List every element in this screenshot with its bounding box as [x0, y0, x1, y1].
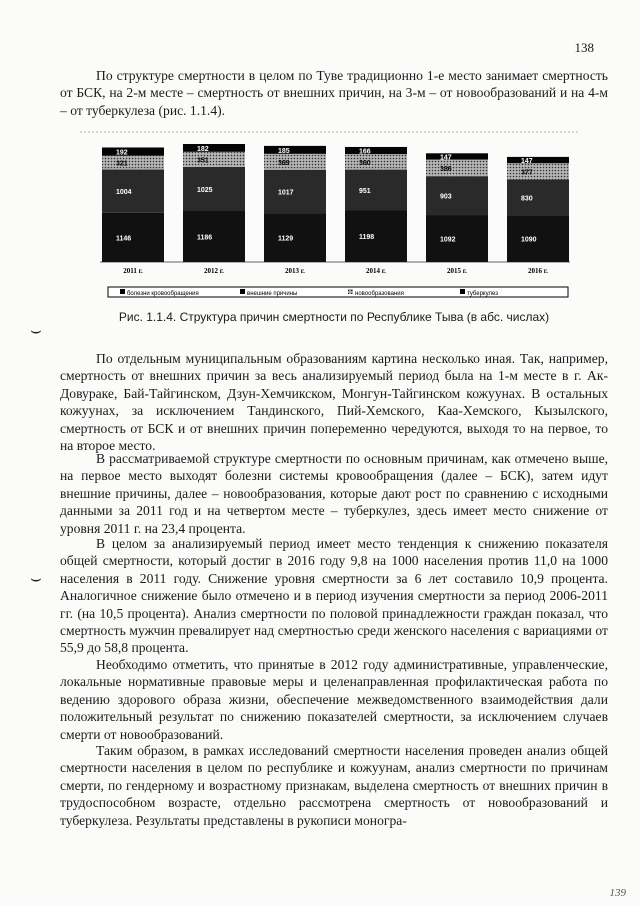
- body-paragraph: По отдельным муниципальным образованиям картина несколько иная. Так, например, смертность от внешних причин за весь анализируемый период была на 1-м месте в г. Ак-Довураке, Бай-Тайгинском, Дзун-Хемчикском, Монгун-Тайгинском кожуунах. В остальных кожуунах, за исключением Тандинского, Пий-Хемского, Каа-Хемского, Кызылского, смертность от БСК и от внешних причин попеременно чередуются, выходя то на первое, то на второе место.: [60, 351, 608, 454]
- chart-svg: [80, 130, 580, 330]
- bar-1: [183, 167, 245, 211]
- x-tick-label: 2012 г.: [204, 267, 224, 275]
- footer-page-mark: 139: [609, 887, 626, 899]
- legend-label: внешние причины: [247, 291, 298, 297]
- data-label: 369: [278, 159, 290, 167]
- bar-3: [426, 153, 488, 162]
- data-label: 1198: [359, 234, 375, 242]
- bar-1: [426, 176, 488, 215]
- legend-swatch: [348, 289, 353, 294]
- data-label: 351: [197, 157, 209, 165]
- data-label: 185: [278, 147, 290, 155]
- data-label: 1186: [197, 234, 213, 242]
- bar-1: [102, 170, 164, 213]
- margin-mark-icon: ⌣: [30, 320, 42, 340]
- intro-paragraph: По структуре смертности в целом по Туве традиционно 1-е место занимает смертность от БСК, на 2-м месте – смертность от внешних причин, на 3-м – от новообразований и на 4-м – от туберкулеза (рис. 1.1.4).: [60, 68, 608, 118]
- data-label: 192: [116, 149, 128, 157]
- data-label: 321: [116, 160, 128, 168]
- data-label: 377: [521, 169, 533, 177]
- data-label: 182: [197, 145, 209, 153]
- data-label: 1004: [116, 189, 132, 197]
- x-tick-label: 2013 г.: [285, 267, 305, 275]
- x-tick-label: 2016 г.: [528, 267, 548, 275]
- bar-3: [264, 146, 326, 154]
- bar-0: [183, 211, 245, 262]
- data-label: 1025: [197, 186, 213, 194]
- bar-1: [507, 179, 569, 215]
- data-label: 951: [359, 188, 371, 196]
- page-number: 138: [574, 40, 594, 55]
- legend-label: болезни кровообращения: [127, 291, 199, 297]
- body-paragraph: Таким образом, в рамках исследований смертности населения проведен анализ общей смертности населения в целом по республике и кожуунам, анализ смертности по причинам смерти, по гендерному и возрастному признакам, выделена смертность от внешних причин в трудоспособном возрасте, отдельно рассмотрена смертность от новообразований и туберкулеза. Результаты представлены в рукописи моногра-: [60, 743, 608, 828]
- bar-0: [345, 210, 407, 262]
- x-tick-label: 2015 г.: [447, 267, 467, 275]
- legend-swatch: [120, 289, 125, 294]
- margin-mark-icon: ⌣: [30, 568, 42, 588]
- bar-3: [102, 147, 164, 155]
- data-label: 1129: [278, 235, 294, 243]
- data-label: 386: [440, 165, 452, 173]
- mortality-structure-chart: [80, 130, 580, 330]
- x-tick-label: 2011 г.: [123, 267, 143, 275]
- bar-2: [183, 152, 245, 167]
- bar-1: [264, 170, 326, 214]
- bar-3: [345, 147, 407, 154]
- bar-3: [183, 144, 245, 152]
- legend-label: новообразования: [355, 291, 404, 297]
- data-label: 147: [521, 158, 533, 166]
- bar-1: [345, 170, 407, 211]
- data-label: 1017: [278, 189, 294, 197]
- legend-label: туберкулез: [467, 291, 498, 297]
- body-paragraph: Необходимо отметить, что принятые в 2012 году административные, управленческие, локальные нормативные правовые меры и целенаправленная профилактическая работа по ведению здорового образа жизни, обеспечение межведомственного взаимодействия дали положительный результат по снижению показателей смертности, за исключением случаев смерти от новообразований.: [60, 657, 608, 742]
- data-label: 830: [521, 195, 533, 203]
- legend-swatch: [240, 289, 245, 294]
- bar-2: [102, 156, 164, 170]
- data-label: 360: [359, 159, 371, 167]
- bar-3: [507, 157, 569, 166]
- data-label: 1090: [521, 236, 537, 244]
- bar-2: [426, 160, 488, 177]
- data-label: 147: [440, 154, 452, 162]
- data-label: 1092: [440, 236, 456, 244]
- bar-0: [102, 213, 164, 262]
- body-paragraph: В рассматриваемой структуре смертности по основным причинам, как отмечено выше, на первое место выходят болезни системы кровообращения (далее – БСК), затем идут внешние причины, далее – новообразования, которые дают рост по сравнению с исходными данными за 2011 год и на четвертом месте – туберкулез, здесь имеет место снижение от уровня 2011 г. на 23,4 процента.: [60, 451, 608, 536]
- figure-caption: Рис. 1.1.4. Структура причин смертности по Республике Тыва (в абс. числах): [118, 310, 550, 324]
- bar-2: [264, 154, 326, 170]
- bar-2: [507, 163, 569, 179]
- data-label: 903: [440, 193, 452, 201]
- body-paragraph: В целом за анализируемый период имеет место тенденция к снижению показателя общей смертности, который достиг в 2016 году 9,8 на 1000 населения против 11,0 на 1000 населения в 2011 году. Снижение уровня смертности за 6 лет составило 10,9 процента. Аналогичное снижение было отмечено и в период изучения смертности за период 2006-2011 гг. (на 10,5 процента). Анализ смертности по половой принадлежности граждан показал, что смертность мужчин превалирует над смертностью среди женского населения с вариациями от 55,9 до 58,8 процента.: [60, 536, 608, 656]
- legend-swatch: [460, 289, 465, 294]
- x-tick-label: 2014 г.: [366, 267, 386, 275]
- data-label: 1146: [116, 235, 132, 243]
- bar-0: [426, 215, 488, 262]
- bar-0: [507, 215, 569, 262]
- data-label: 166: [359, 148, 371, 156]
- bar-0: [264, 213, 326, 262]
- bar-2: [345, 154, 407, 169]
